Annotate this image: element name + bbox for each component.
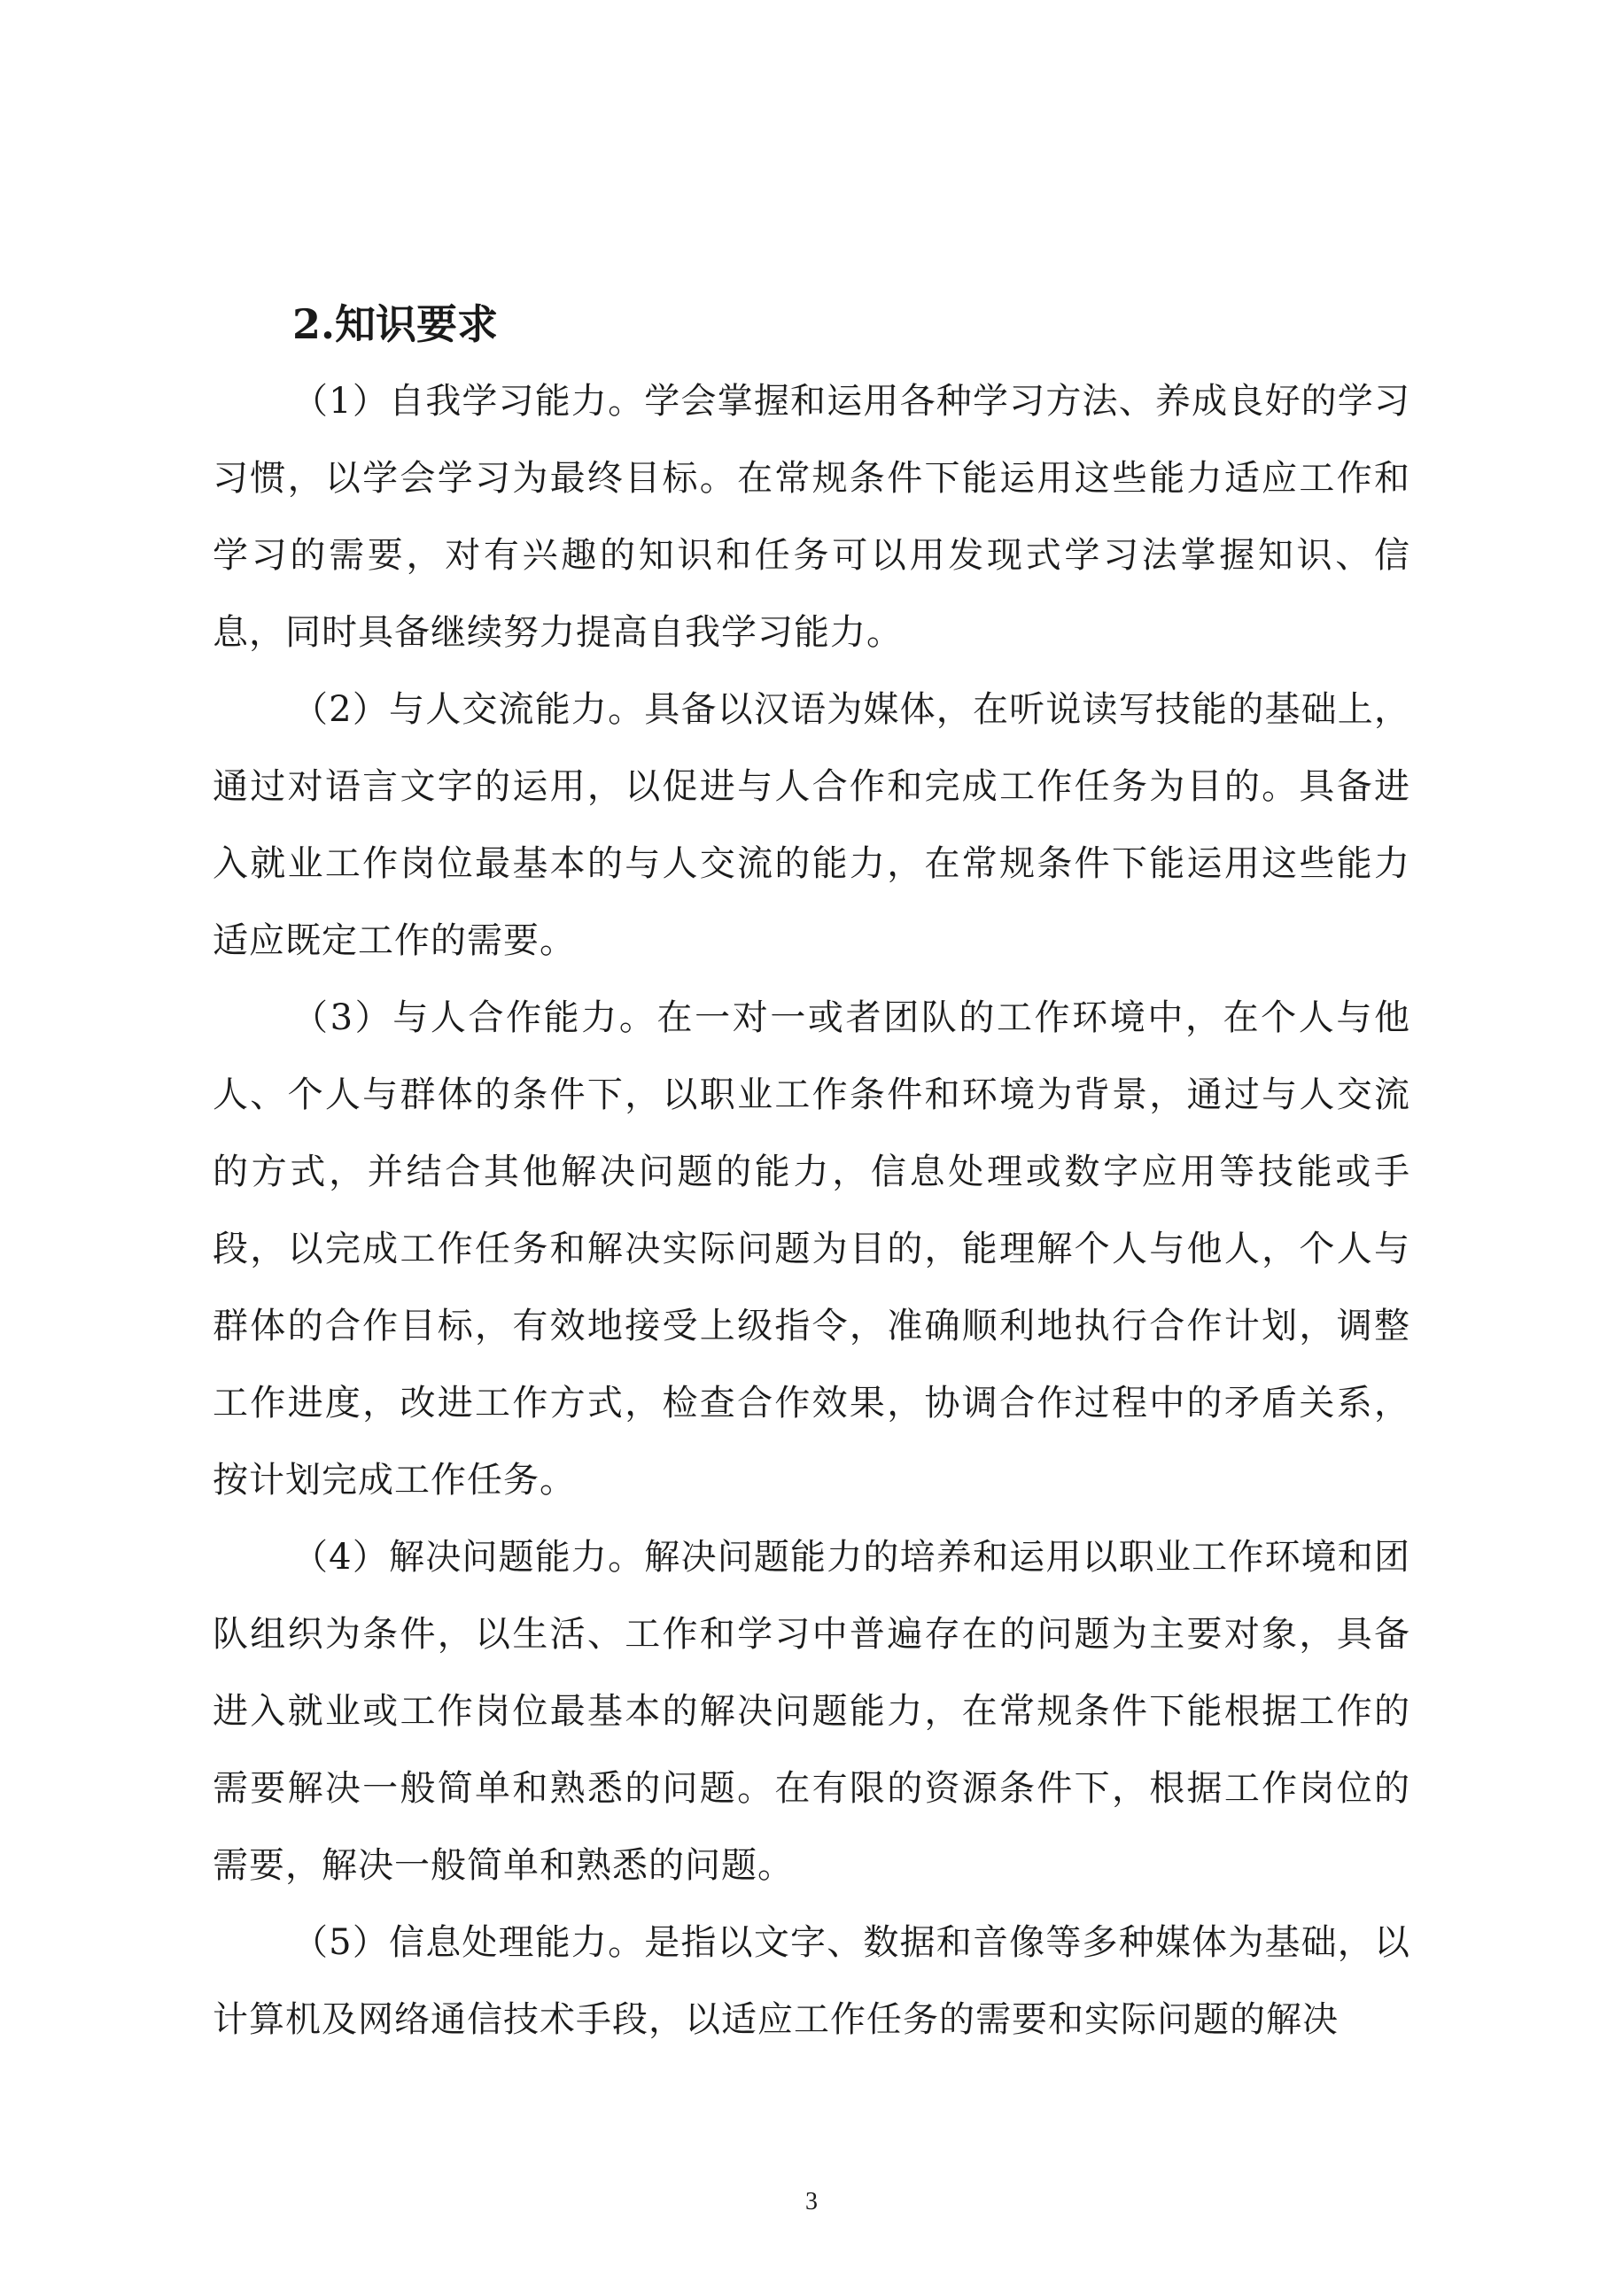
paragraph-cooperation: （3）与人合作能力。在一对一或者团队的工作环境中，在个人与他人、个人与群体的条件下，以职业工作条件和环境为背景，通过与人交流的方式，并结合其他解决问题的能力，信息处理或数字应用等技能或手段，以完成工作任务和解决实际问题为目的，能理解个人与他人，个人与群体的合作目标，有效地接受上级指令，准确顺利地执行合作计划，调整工作进度，改进工作方式，检查合作效果，协调合作过程中的矛盾关系，按计划完成工作任务。	[213, 997, 1410, 1501]
page-content	[213, 285, 1410, 2059]
paragraph-information-processing: （5）信息处理能力。是指以文字、数据和音像等多种媒体为基础，以计算机及网络通信技术手段，以适应工作任务的需要和实际问题的解决	[213, 1922, 1410, 2040]
section-heading: 2.知识要求	[292, 300, 499, 348]
paragraph-problem-solving: （4）解决问题能力。解决问题能力的培养和运用以职业工作环境和团队组织为条件，以生活、工作和学习中普遍存在的问题为主要对象，具备进入就业或工作岗位最基本的解决问题能力，在常规条件下能根据工作的需要解决一般简单和熟悉的问题。在有限的资源条件下，根据工作岗位的需要，解决一般简单和熟悉的问题。	[213, 1537, 1410, 1886]
page-number: 3	[805, 2188, 818, 2215]
paragraph-communication: （2）与人交流能力。具备以汉语为媒体，在听说读写技能的基础上，通过对语言文字的运用，以促进与人合作和完成工作任务为目的。具备进入就业工作岗位最基本的与人交流的能力，在常规条件下能运用这些能力适应既定工作的需要。	[213, 689, 1410, 961]
paragraph-self-learning: （1）自我学习能力。学会掌握和运用各种学习方法、养成良好的学习习惯，以学会学习为最终目标。在常规条件下能运用这些能力适应工作和学习的需要，对有兴趣的知识和任务可以用发现式学习法掌握知识、信息，同时具备继续努力提高自我学习能力。	[213, 381, 1410, 653]
